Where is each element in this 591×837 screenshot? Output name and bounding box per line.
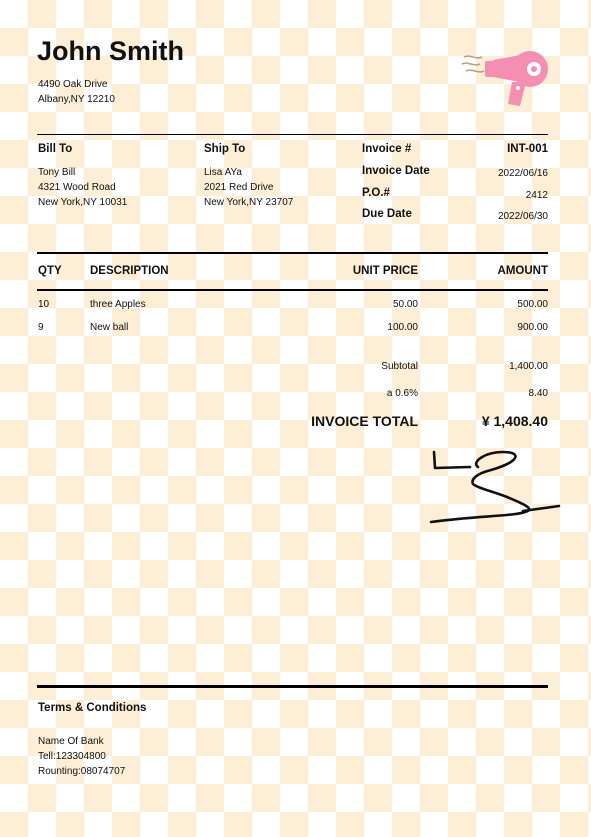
subtotal-value: 1,400.00 <box>509 361 548 372</box>
col-header-qty: QTY <box>38 265 62 277</box>
due-date-label: Due Date <box>362 208 412 220</box>
row-description: three Apples <box>90 299 146 310</box>
tax-label: a 0.6% <box>386 388 418 399</box>
row-amount: 900.00 <box>517 322 548 333</box>
sender-address-line: 4490 Oak Drive <box>38 79 108 90</box>
terms-line: Tell:123304800 <box>38 751 106 762</box>
invoice-number-value: INT-001 <box>507 143 548 155</box>
bill-to-line: New York,NY 10031 <box>38 197 128 208</box>
row-description: New ball <box>90 322 129 333</box>
col-header-description: DESCRIPTION <box>90 265 169 277</box>
ship-to-address <box>204 165 293 210</box>
po-value: 2412 <box>525 190 548 201</box>
bill-to-line: 4321 Wood Road <box>38 182 116 193</box>
header-divider <box>37 134 548 135</box>
ship-to-line: Lisa AYa <box>204 167 242 178</box>
row-unit-price: 50.00 <box>392 299 418 310</box>
sender-address <box>38 77 115 107</box>
col-header-unit-price: UNIT PRICE <box>352 265 418 277</box>
table-header-rule <box>37 289 548 291</box>
invoice-number-label: Invoice # <box>362 143 412 155</box>
sender-address-line: Albany,NY 12210 <box>38 94 115 105</box>
sender-name: John Smith <box>37 36 184 66</box>
row-qty: 10 <box>38 299 50 310</box>
terms-divider <box>37 685 548 688</box>
bill-to-line: Tony Bill <box>38 167 76 178</box>
row-qty: 9 <box>38 322 44 333</box>
bill-to-address <box>38 165 127 210</box>
bill-to-label: Bill To <box>38 143 73 155</box>
signature <box>425 440 565 530</box>
ship-to-line: New York,NY 23707 <box>204 197 294 208</box>
ship-to-line: 2021 Red Drive <box>204 182 274 193</box>
terms-details <box>38 734 125 779</box>
row-unit-price: 100.00 <box>387 322 418 333</box>
po-label: P.O.# <box>362 187 390 199</box>
invoice-date-label: Invoice Date <box>362 165 430 177</box>
terms-line: Name Of Bank <box>38 736 104 747</box>
terms-line: Rounting:08074707 <box>38 766 126 777</box>
tax-value: 8.40 <box>528 388 548 399</box>
invoice-date-value: 2022/06/16 <box>497 168 548 179</box>
col-header-amount: AMOUNT <box>497 265 548 277</box>
hair-dryer-icon <box>460 48 552 110</box>
due-date-value: 2022/06/30 <box>497 211 548 222</box>
invoice-total-label: INVOICE TOTAL <box>311 413 418 429</box>
table-top-rule <box>37 252 548 254</box>
subtotal-label: Subtotal <box>381 361 418 372</box>
terms-title: Terms & Conditions <box>38 702 147 714</box>
row-amount: 500.00 <box>517 299 548 310</box>
ship-to-label: Ship To <box>204 143 246 155</box>
invoice-total-value: ¥ 1,408.40 <box>481 413 548 429</box>
